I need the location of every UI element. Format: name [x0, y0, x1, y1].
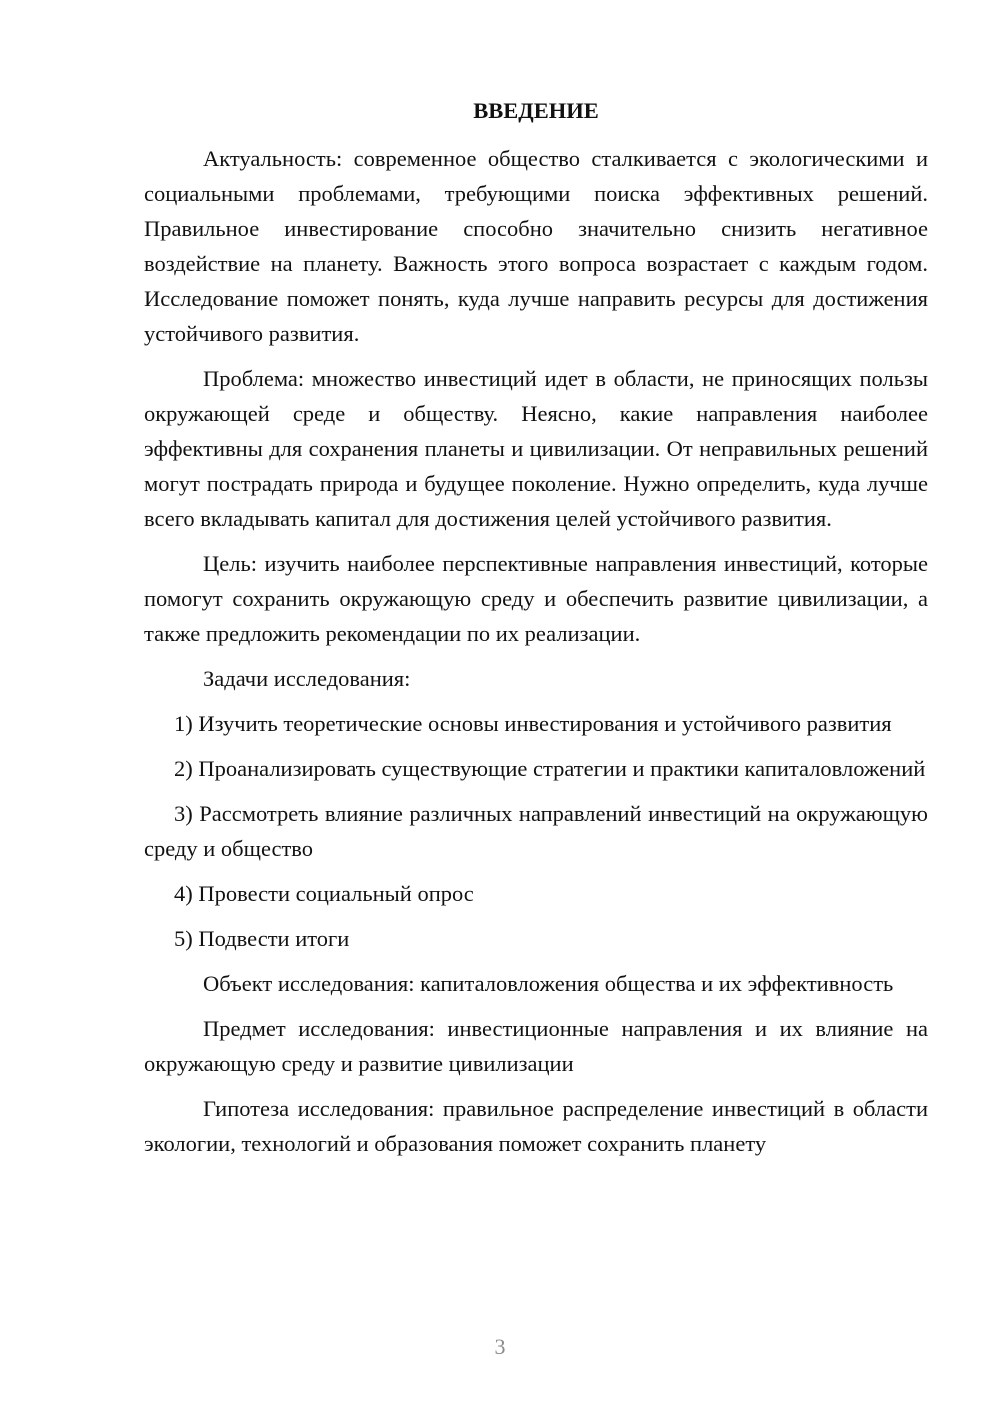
task-item-1: 1) Изучить теоретические основы инвестирования и устойчивого развития [174, 711, 892, 736]
task-item-3: 3) Рассмотреть влияние различных направлений инвестиций на окружающую среду и общество [144, 801, 928, 861]
paragraph-goal: Цель: изучить наиболее перспективные направления инвестиций, которые помогут сохранить окружающую среду и обеспечить развитие цивилизации, а также предложить рекомендации по их реализации. [144, 551, 928, 646]
paragraph-problem: Проблема: множество инвестиций идет в области, не приносящих пользы окружающей среде и обществу. Неясно, какие направления наиболее эффективны для сохранения планеты и цивилизации. От неправильных решений могут пострадать природа и будущее поколение. Нужно определить, куда лучше всего вкладывать капитал для достижения целей устойчивого развития. [144, 366, 928, 531]
section-title: ВВЕДЕНИЕ [473, 98, 599, 123]
task-item-4: 4) Провести социальный опрос [174, 881, 474, 906]
paragraph-hypothesis: Гипотеза исследования: правильное распределение инвестиций в области экологии, технологий и образования поможет сохранить планету [144, 1096, 928, 1156]
paragraph-relevance: Актуальность: современное общество сталкивается с экологическими и социальными проблемами, требующими поиска эффективных решений. Правильное инвестирование способно значительно снизить негативное воздействие на планету. Важность этого вопроса возрастает с каждым годом. Исследование поможет понять, куда лучше направить ресурсы для достижения устойчивого развития. [144, 146, 928, 346]
paragraph-object: Объект исследования: капиталовложения общества и их эффективность [203, 971, 894, 996]
page-number: 3 [494, 1334, 506, 1359]
paragraph-tasks-heading: Задачи исследования: [203, 666, 411, 691]
task-item-5: 5) Подвести итоги [174, 926, 350, 951]
task-item-2: 2) Проанализировать существующие стратегии и практики капиталовложений [174, 756, 926, 781]
document-page [144, 96, 928, 1171]
paragraph-subject: Предмет исследования: инвестиционные направления и их влияние на окружающую среду и развитие цивилизации [144, 1016, 928, 1076]
